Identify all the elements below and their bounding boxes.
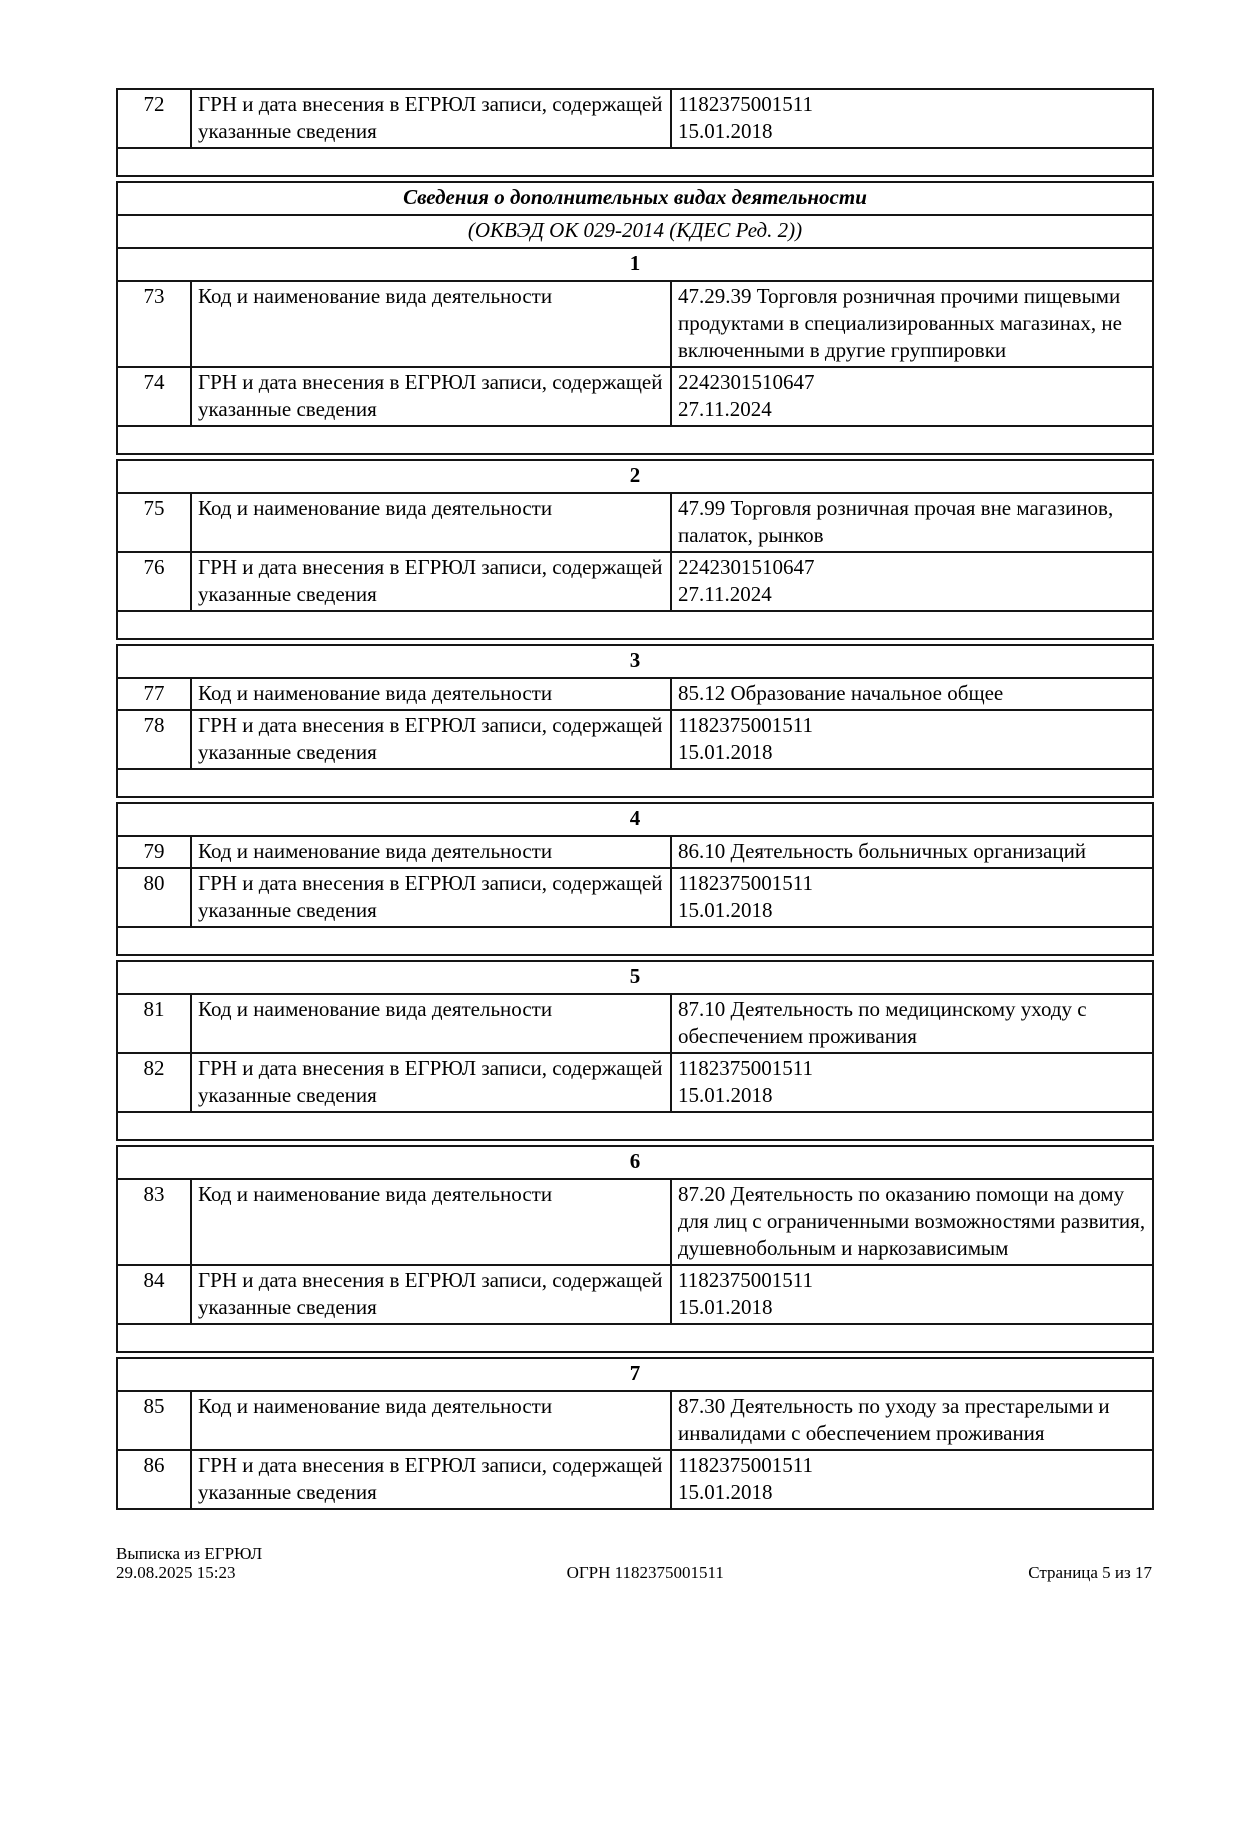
table-row [117,868,1153,927]
table-row [117,1265,1153,1324]
table-row [117,367,1153,426]
table-row [117,710,1153,769]
section-number-row [117,1358,1153,1391]
spacer-row [117,426,1153,454]
grn-number: 1182375001511 [678,1453,813,1477]
row-number: 75 [117,493,191,552]
row-number: 85 [117,1391,191,1450]
grn-number: 1182375001511 [678,92,813,116]
code-value: 47.29.39 Торговля розничная прочими пищевыми продуктами в специализированных магазинах, не включенными в другие группировки [671,281,1153,367]
spacer-cell [117,148,1153,176]
row-number: 79 [117,836,191,868]
row-number: 81 [117,994,191,1053]
spacer-row [117,611,1153,639]
section-number: 3 [117,645,1153,678]
section-number: 4 [117,803,1153,836]
grn-label: ГРН и дата внесения в ЕГРЮЛ записи, содержащей указанные сведения [191,89,671,148]
grn-value [671,710,1153,769]
table-row [117,552,1153,611]
section-number-row [117,460,1153,493]
section-subtitle-row [117,215,1153,248]
code-value: 86.10 Деятельность больничных организаций [671,836,1153,868]
table-row [117,836,1153,868]
page-footer [116,1544,1152,1582]
grn-label: ГРН и дата внесения в ЕГРЮЛ записи, содержащей указанные сведения [191,367,671,426]
grn-number: 1182375001511 [678,871,813,895]
grn-number: 1182375001511 [678,1056,813,1080]
table-row [117,493,1153,552]
footer-doc-type: Выписка из ЕГРЮЛ [116,1544,263,1563]
spacer-row [117,769,1153,797]
row-number: 82 [117,1053,191,1112]
row-number: 73 [117,281,191,367]
spacer-cell [117,1112,1153,1140]
table-row [117,994,1153,1053]
footer-ogrn: ОГРН 1182375001511 [566,1563,724,1582]
grn-value [671,89,1153,148]
spacer-cell [117,611,1153,639]
spacer-cell [117,426,1153,454]
table-row [117,89,1153,148]
table-section-4 [116,802,1154,956]
code-value: 85.12 Образование начальное общее [671,678,1153,710]
grn-label: ГРН и дата внесения в ЕГРЮЛ записи, содержащей указанные сведения [191,868,671,927]
row-number: 78 [117,710,191,769]
section-number: 7 [117,1358,1153,1391]
grn-value [671,1053,1153,1112]
footer-doc-info [116,1544,262,1582]
row-number: 72 [117,89,191,148]
grn-value [671,868,1153,927]
spacer-row [117,1324,1153,1352]
table-section-3 [116,644,1154,798]
section-number-row [117,645,1153,678]
spacer-cell [117,1324,1153,1352]
code-label: Код и наименование вида деятельности [191,836,671,868]
section-title-row [117,182,1153,215]
table-section-1 [116,181,1154,455]
grn-label: ГРН и дата внесения в ЕГРЮЛ записи, содержащей указанные сведения [191,710,671,769]
code-value: 87.10 Деятельность по медицинскому уходу с обеспечением проживания [671,994,1153,1053]
table-row [117,1053,1153,1112]
section-subtitle: (ОКВЭД ОК 029-2014 (КДЕС Ред. 2)) [117,215,1153,248]
table-row [117,1450,1153,1509]
grn-date: 15.01.2018 [678,740,773,764]
table-section-2 [116,459,1154,640]
grn-number: 1182375001511 [678,713,813,737]
grn-number: 1182375001511 [678,1268,813,1292]
section-number-row [117,803,1153,836]
table-section-7 [116,1357,1154,1510]
code-value: 87.20 Деятельность по оказанию помощи на дому для лиц с ограниченными возможностями развития, душевнобольным и наркозависимым [671,1179,1153,1265]
spacer-row [117,927,1153,955]
grn-date: 15.01.2018 [678,119,773,143]
grn-value [671,367,1153,426]
grn-date: 27.11.2024 [678,397,772,421]
egrul-extract-page [0,88,1240,1843]
code-value: 47.99 Торговля розничная прочая вне магазинов, палаток, рынков [671,493,1153,552]
grn-date: 15.01.2018 [678,1480,773,1504]
code-label: Код и наименование вида деятельности [191,994,671,1053]
section-number: 2 [117,460,1153,493]
grn-label: ГРН и дата внесения в ЕГРЮЛ записи, содержащей указанные сведения [191,552,671,611]
table-row [117,281,1153,367]
footer-datetime: 29.08.2025 15:23 [116,1563,236,1582]
grn-number: 2242301510647 [678,370,815,394]
table-section-6 [116,1145,1154,1353]
grn-label: ГРН и дата внесения в ЕГРЮЛ записи, содержащей указанные сведения [191,1265,671,1324]
grn-date: 15.01.2018 [678,1295,773,1319]
code-label: Код и наименование вида деятельности [191,1391,671,1450]
spacer-cell [117,769,1153,797]
table-row-72-block [116,88,1154,177]
row-number: 83 [117,1179,191,1265]
table-row [117,1391,1153,1450]
grn-label: ГРН и дата внесения в ЕГРЮЛ записи, содержащей указанные сведения [191,1053,671,1112]
table-row [117,678,1153,710]
section-number: 1 [117,248,1153,281]
grn-date: 15.01.2018 [678,1083,773,1107]
grn-value [671,1450,1153,1509]
section-number: 6 [117,1146,1153,1179]
section-number: 5 [117,961,1153,994]
table-row [117,1179,1153,1265]
spacer-cell [117,927,1153,955]
section-number-row [117,1146,1153,1179]
grn-value [671,552,1153,611]
grn-value [671,1265,1153,1324]
section-title: Сведения о дополнительных видах деятельности [117,182,1153,215]
code-label: Код и наименование вида деятельности [191,281,671,367]
spacer-row [117,1112,1153,1140]
row-number: 86 [117,1450,191,1509]
code-label: Код и наименование вида деятельности [191,1179,671,1265]
grn-number: 2242301510647 [678,555,815,579]
row-number: 80 [117,868,191,927]
footer-page-number: Страница 5 из 17 [1028,1563,1152,1582]
table-section-5 [116,960,1154,1141]
row-number: 84 [117,1265,191,1324]
grn-label: ГРН и дата внесения в ЕГРЮЛ записи, содержащей указанные сведения [191,1450,671,1509]
section-number-row [117,961,1153,994]
code-label: Код и наименование вида деятельности [191,678,671,710]
row-number: 77 [117,678,191,710]
code-value: 87.30 Деятельность по уходу за престарелыми и инвалидами с обеспечением проживания [671,1391,1153,1450]
row-number: 76 [117,552,191,611]
grn-date: 15.01.2018 [678,898,773,922]
spacer-row [117,148,1153,176]
row-number: 74 [117,367,191,426]
grn-date: 27.11.2024 [678,582,772,606]
code-label: Код и наименование вида деятельности [191,493,671,552]
section-number-row [117,248,1153,281]
